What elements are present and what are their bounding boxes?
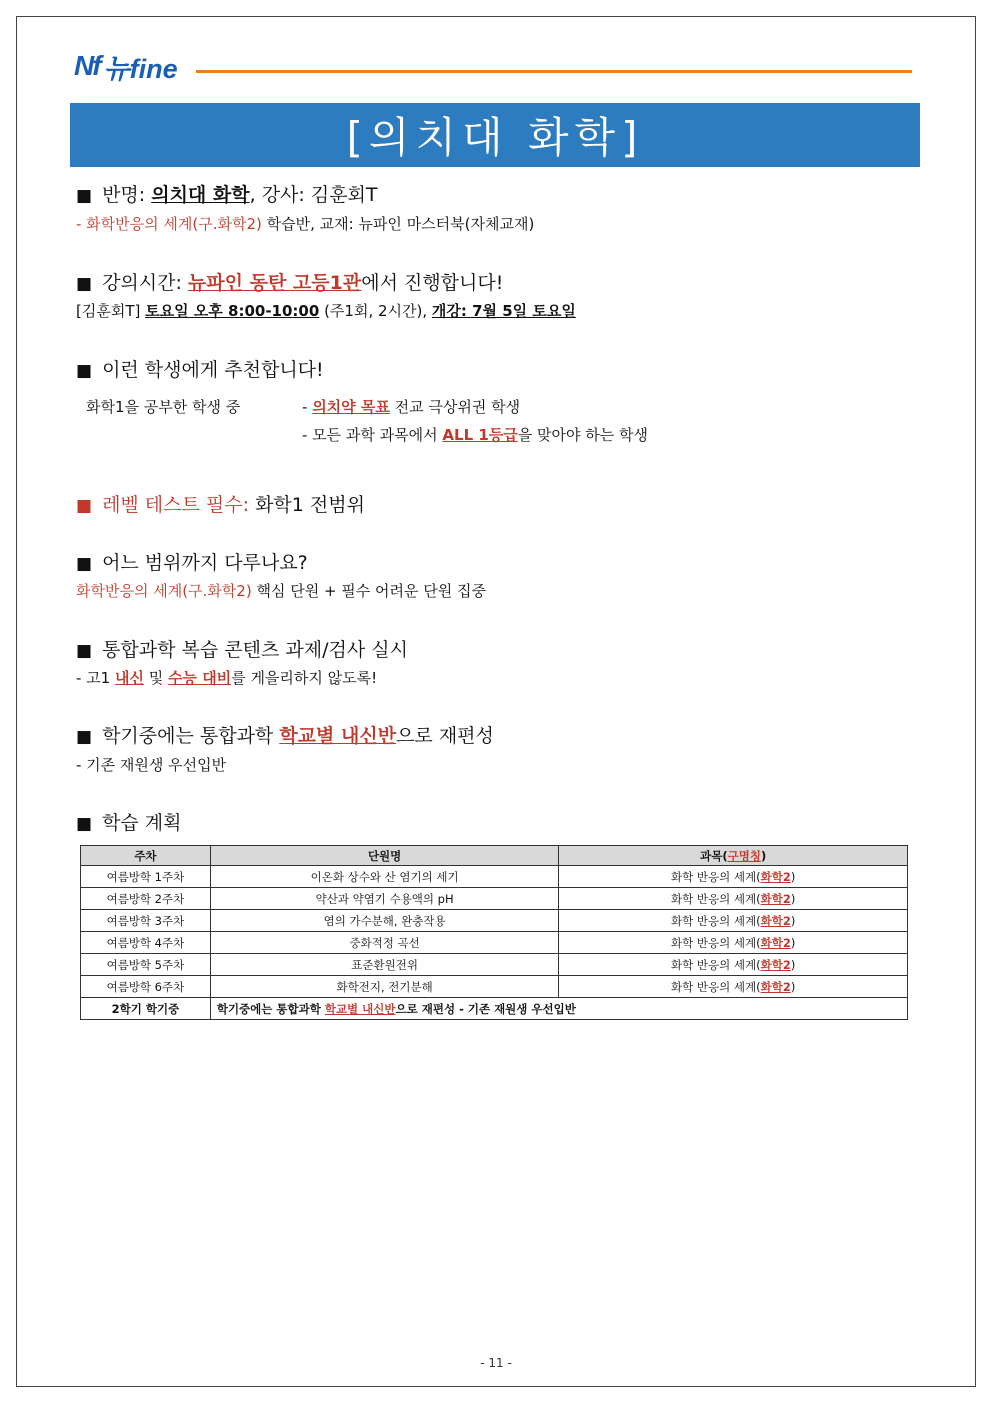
section-plan [76, 808, 182, 835]
text: 를 게을리하지 않도록! [231, 669, 378, 687]
text: 및 [143, 669, 168, 687]
table-row [81, 910, 908, 932]
table-row [81, 932, 908, 954]
page-number: - 11 - [480, 1356, 512, 1370]
start-date: 개강: 7월 5일 토요일 [431, 302, 576, 320]
text: - 고1 [76, 669, 115, 687]
highlight: 학교별 내신반 [279, 725, 397, 747]
cell-week: 여름방학 6주차 [81, 976, 211, 998]
class-time: 토요일 오후 8:00-10:00 [145, 302, 320, 320]
square-bullet-icon: ■ [76, 186, 93, 206]
cell-note: 학기중에는 통합과학 학교별 내신반으로 재편성 - 기존 재원생 우선입반 [210, 998, 907, 1020]
label: 학습 계획 [102, 812, 182, 834]
dash: - [302, 398, 313, 416]
cell-subject: 화학 반응의 세계(화학2) [559, 976, 908, 998]
table-header-row [81, 846, 908, 866]
text: 으로 재편성 [396, 725, 494, 747]
label: 이런 학생에게 추천합니다! [102, 359, 324, 381]
cell-week: 여름방학 1주차 [81, 866, 211, 888]
square-bullet-icon: ■ [76, 361, 93, 381]
cell-week: 여름방학 5주차 [81, 954, 211, 976]
cell-subject: 화학 반응의 세계(화학2) [559, 932, 908, 954]
square-bullet-icon: ■ [76, 274, 93, 294]
cell-subject: 화학 반응의 세계(화학2) [559, 954, 908, 976]
table-row [81, 866, 908, 888]
instructor: , 강사: 김훈회T [249, 184, 378, 206]
table-row-semester [81, 998, 908, 1020]
text: 학기중에는 통합과학 [102, 725, 280, 747]
square-bullet-icon: ■ [76, 554, 93, 574]
semester-detail: - 기존 재원생 우선입반 [76, 756, 227, 774]
text: 을 맞아야 하는 학생 [517, 426, 649, 444]
class-name: 의치대 화학 [151, 184, 250, 206]
section-semester [76, 721, 494, 748]
logo-text: 뉴fine [103, 53, 178, 84]
col-week: 주차 [81, 846, 211, 866]
cell-week: 2학기 학기중 [81, 998, 211, 1020]
schedule-detail [76, 300, 576, 321]
cell-subject: 화학 반응의 세계(화학2) [559, 910, 908, 932]
title-banner [70, 103, 920, 167]
cell-unit: 화학전지, 전기분해 [210, 976, 559, 998]
instructor-tag: [김훈회T] [76, 302, 146, 320]
text: 핵심 단원 + 필수 어려운 단원 집중 [251, 582, 487, 600]
text: 전교 극상위권 학생 [389, 398, 521, 416]
target-prereq: 화학1을 공부한 학생 중 [86, 398, 241, 416]
table-row [81, 888, 908, 910]
course-name: 화학반응의 세계(구.화학2) [76, 582, 252, 600]
textbook: 학습반, 교재: 뉴파인 마스터북(자체교재) [261, 215, 535, 233]
cell-subject: 화학 반응의 세계(화학2) [559, 866, 908, 888]
logo-mark: Nf [74, 50, 100, 81]
scope-detail [76, 580, 486, 601]
page-title: [의치대 화학] [346, 113, 644, 162]
target-2 [302, 424, 648, 445]
table-row [81, 954, 908, 976]
course-name: - 화학반응의 세계(구.화학2) [76, 215, 262, 233]
section-scope [76, 548, 308, 575]
text: 에서 진행합니다! [361, 272, 504, 294]
cell-unit: 약산과 약염기 수용액의 pH [210, 888, 559, 910]
cell-subject: 화학 반응의 세계(화학2) [559, 888, 908, 910]
frequency: (주1회, 2시간), [319, 302, 432, 320]
cell-unit: 표준환원전위 [210, 954, 559, 976]
section-recommend [76, 355, 324, 382]
goal: 의치약 목표 [312, 398, 390, 416]
label: 통합과학 복습 콘텐츠 과제/검사 실시 [102, 639, 408, 661]
label: 어느 범위까지 다루나요? [102, 552, 308, 574]
square-bullet-icon: ■ [76, 496, 93, 516]
section-review [76, 635, 408, 662]
logo [74, 48, 178, 84]
square-bullet-icon: ■ [76, 641, 93, 661]
col-unit: 단원명 [210, 846, 559, 866]
header-divider [196, 70, 912, 73]
plan-table [80, 845, 908, 1020]
cell-unit: 염의 가수분해, 완충작용 [210, 910, 559, 932]
review-detail [76, 667, 377, 688]
class-detail [76, 213, 534, 234]
label: 반명: [102, 184, 152, 206]
section-class-info [76, 180, 378, 207]
cell-week: 여름방학 3주차 [81, 910, 211, 932]
cell-unit: 이온화 상수와 산 염기의 세기 [210, 866, 559, 888]
cell-week: 여름방학 2주차 [81, 888, 211, 910]
text: - 모든 과학 과목에서 [302, 426, 443, 444]
square-bullet-icon: ■ [76, 727, 93, 747]
label: 강의시간: [102, 272, 188, 294]
col-subject: 과목(구명칭) [559, 846, 908, 866]
cell-unit: 중화적정 곡선 [210, 932, 559, 954]
target-1 [302, 396, 520, 417]
table-row [81, 976, 908, 998]
section-level-test [76, 490, 365, 517]
square-bullet-icon: ■ [76, 814, 93, 834]
location: 뉴파인 동탄 고등1관 [187, 272, 362, 294]
range: 화학1 전범위 [249, 494, 365, 516]
grade: ALL 1등급 [442, 426, 518, 444]
cell-week: 여름방학 4주차 [81, 932, 211, 954]
highlight: 내신 [114, 669, 144, 687]
section-schedule [76, 268, 503, 295]
label: 레벨 테스트 필수: [102, 494, 250, 516]
highlight: 수능 대비 [168, 669, 232, 687]
